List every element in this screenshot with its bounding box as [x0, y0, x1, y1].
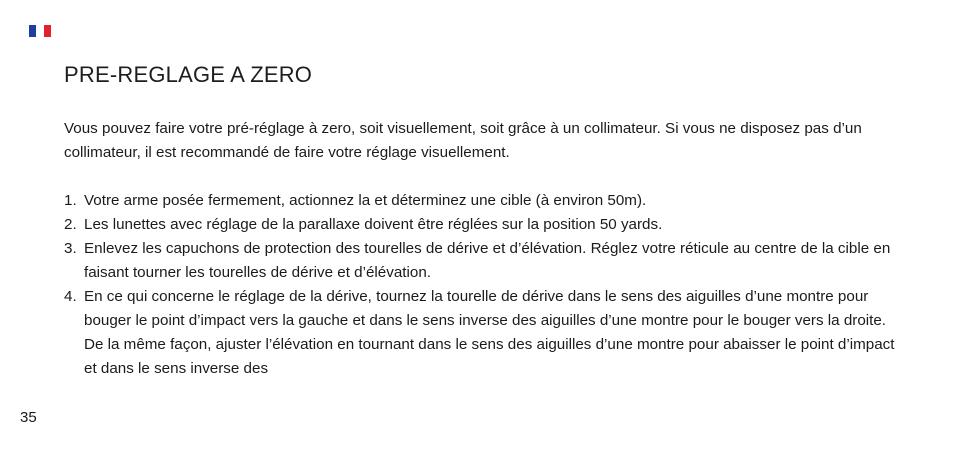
step-number: 2.	[64, 216, 77, 233]
page-number: 35	[20, 409, 37, 426]
flag-blue-stripe	[29, 25, 36, 37]
france-flag-icon	[29, 25, 51, 37]
flag-red-stripe	[44, 25, 51, 37]
main-content	[64, 117, 904, 381]
step-item	[64, 237, 904, 285]
step-number: 1.	[64, 192, 77, 209]
step-text: Votre arme posée fermement, actionnez la et déterminez une cible (à environ 50m).	[84, 192, 647, 209]
step-number: 4.	[64, 288, 77, 305]
step-text: En ce qui concerne le réglage de la dérive, tournez la tourelle de dérive dans le sens des aiguilles d’une montre pour bouger le point d’impact vers la gauche et dans le sens inverse des aiguilles d’une montre pour le bouger vers la droite. De la même façon, ajuster l’élévation en tournant dans le sens des aiguilles d’une montre pour abaisser le point d’impact et dans le sens inverse des	[84, 288, 895, 377]
step-text: Enlevez les capuchons de protection des tourelles de dérive et d’élévation. Réglez votre réticule au centre de la cible en faisant tourner les tourelles de dérive et d’élévation.	[84, 240, 891, 281]
step-item	[64, 189, 904, 213]
step-item	[64, 285, 904, 381]
step-text: Les lunettes avec réglage de la parallaxe doivent être réglées sur la position 50 yards.	[84, 216, 663, 233]
flag-white-stripe	[36, 25, 43, 37]
step-number: 3.	[64, 240, 77, 257]
intro-paragraph: Vous pouvez faire votre pré-réglage à zero, soit visuellement, soit grâce à un collimateur. Si vous ne disposez pas d’un collimateur, il est recommandé de faire votre réglage visuellement.	[64, 120, 862, 161]
page-title: PRE-REGLAGE A ZERO	[64, 62, 313, 87]
step-item	[64, 213, 904, 237]
steps-list	[64, 189, 904, 381]
